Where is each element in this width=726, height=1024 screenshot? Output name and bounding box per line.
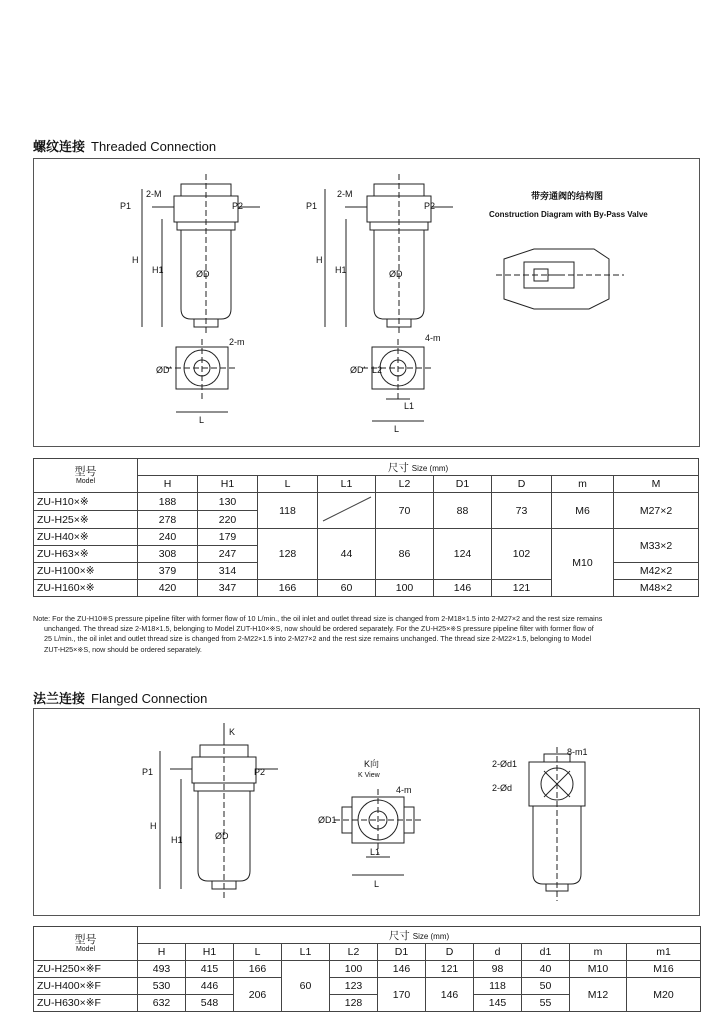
bypass-caption-cn: 带旁通阀的结构图 xyxy=(531,191,604,201)
label-h-f: H xyxy=(150,821,157,831)
label-p1-a: P1 xyxy=(120,201,132,211)
table-cell: 145 xyxy=(474,995,522,1012)
label-l1: L1 xyxy=(404,401,415,411)
column-header: D xyxy=(492,476,552,493)
table-header-row xyxy=(34,459,699,476)
table-cell: 493 xyxy=(138,961,186,978)
column-header: d xyxy=(474,944,522,961)
label-4m-f: 4-m xyxy=(396,785,412,795)
label-od-a: ØD xyxy=(196,269,210,279)
bypass-caption-en: Construction Diagram with By-Pass Valve xyxy=(489,210,648,219)
table-cell: M6 xyxy=(552,493,614,529)
table-cell: 179 xyxy=(198,529,258,546)
label-h1-a: H1 xyxy=(152,265,164,275)
label-p1-f: P1 xyxy=(142,767,154,777)
label-od-b: ØD xyxy=(389,269,403,279)
table-cell: 128 xyxy=(330,995,378,1012)
table-cell: 86 xyxy=(376,529,434,580)
label-p2-f: P2 xyxy=(254,767,266,777)
column-header: m xyxy=(570,944,627,961)
table-cell: 100 xyxy=(376,580,434,597)
table-cell: M48×2 xyxy=(614,580,699,597)
label-h1-b: H1 xyxy=(335,265,347,275)
size-header: 尺寸 Size (mm) xyxy=(138,459,699,476)
note-line: ZUT-H25×※S, now should be ordered separately. xyxy=(44,644,202,654)
table-cell: 60 xyxy=(282,961,330,1012)
flanged-section-title xyxy=(33,688,207,707)
table-cell: 146 xyxy=(426,978,474,1012)
label-kview-cn: K向 xyxy=(364,759,380,769)
column-header: L1 xyxy=(318,476,376,493)
label-l-a: L xyxy=(199,415,205,425)
table-cell: 55 xyxy=(522,995,570,1012)
table-cell: 88 xyxy=(434,493,492,529)
table-row xyxy=(34,978,701,995)
table-cell: 166 xyxy=(234,961,282,978)
table-cell: M12 xyxy=(570,978,627,1012)
label-4m: 4-m xyxy=(425,333,441,343)
column-header: d1 xyxy=(522,944,570,961)
table-cell: 121 xyxy=(426,961,474,978)
table-cell: 118 xyxy=(474,978,522,995)
table-cell: 206 xyxy=(234,978,282,1012)
table-cell: 220 xyxy=(198,511,258,529)
label-l1-f: L1 xyxy=(370,847,381,857)
label-2m: 2-m xyxy=(229,337,245,347)
threaded-top-view-2 xyxy=(362,339,434,421)
flanged-k-view xyxy=(334,789,422,875)
table-cell: 170 xyxy=(378,978,426,1012)
bypass-valve-diagram xyxy=(496,249,624,309)
table-cell: 40 xyxy=(522,961,570,978)
column-header: M xyxy=(614,476,699,493)
column-header: D xyxy=(426,944,474,961)
table-cell: 188 xyxy=(138,493,198,511)
column-header: D1 xyxy=(434,476,492,493)
threaded-spec-table xyxy=(33,458,699,597)
flanged-drawing-frame xyxy=(33,708,700,916)
flanged-drawing xyxy=(34,709,699,915)
table-cell: M20 xyxy=(627,978,701,1012)
table-cell: ZU-H400×※F xyxy=(34,978,138,995)
label-8m1: 8-m1 xyxy=(567,747,588,757)
table-cell: 530 xyxy=(138,978,186,995)
table-cell: 146 xyxy=(378,961,426,978)
table-cell: 60 xyxy=(318,580,376,597)
threaded-section-title xyxy=(33,136,216,155)
table-cell: M33×2 xyxy=(614,529,699,563)
table-cell: M16 xyxy=(627,961,701,978)
table-cell: ZU-H250×※F xyxy=(34,961,138,978)
label-kview-en: K View xyxy=(358,772,380,779)
table-cell: ZU-H25×※ xyxy=(34,511,138,529)
column-header: m xyxy=(552,476,614,493)
label-k: K xyxy=(229,727,236,737)
threaded-top-view-1 xyxy=(166,339,238,412)
model-header: 型号 Model xyxy=(34,927,138,961)
size-header: 尺寸 Size (mm) xyxy=(138,927,701,944)
table-cell: 124 xyxy=(434,529,492,580)
label-od-f: ØD xyxy=(215,831,229,841)
threaded-drawing-frame xyxy=(33,158,700,447)
label-od1-f: ØD1 xyxy=(318,815,337,825)
table-cell: 314 xyxy=(198,563,258,580)
label-2d1: 2-Ød1 xyxy=(492,759,518,769)
table-cell: 121 xyxy=(492,580,552,597)
table-cell: ZU-H63×※ xyxy=(34,546,138,563)
flanged-title-cn: 法兰连接 xyxy=(33,691,86,706)
table-cell: 166 xyxy=(258,580,318,597)
table-cell: 632 xyxy=(138,995,186,1012)
label-od1-a: ØD' xyxy=(156,365,172,375)
table-cell: M27×2 xyxy=(614,493,699,529)
label-od1-b: ØD' xyxy=(350,365,366,375)
column-header: L2 xyxy=(330,944,378,961)
note-line: unchanged. The thread size 2-M18×1.5, belonging to Model ZUT-H10×※S, now should be ordered separately. For the ZU-H25×※S pressure pipeline filter with former flow of xyxy=(44,624,594,634)
flanged-spec-table xyxy=(33,926,701,1012)
table-cell: 446 xyxy=(186,978,234,995)
table-cell: 415 xyxy=(186,961,234,978)
table-cell: 70 xyxy=(376,493,434,529)
table-cell: 347 xyxy=(198,580,258,597)
label-p2-b: P2 xyxy=(424,201,436,211)
table-cell: 308 xyxy=(138,546,198,563)
table-cell: 100 xyxy=(330,961,378,978)
table-cell: 128 xyxy=(258,529,318,580)
column-header: H xyxy=(138,944,186,961)
table-header-row xyxy=(34,927,701,944)
model-header: 型号 Model xyxy=(34,459,138,493)
flanged-title-en: Flanged Connection xyxy=(91,691,208,706)
flanged-side-view xyxy=(529,747,585,901)
table-cell: ZU-H10×※ xyxy=(34,493,138,511)
column-header: H1 xyxy=(198,476,258,493)
l1-empty-cell xyxy=(318,493,376,529)
table-cell: 50 xyxy=(522,978,570,995)
table-cell: ZU-H100×※ xyxy=(34,563,138,580)
label-h1-f: H1 xyxy=(171,835,183,845)
column-header: L2 xyxy=(376,476,434,493)
table-row xyxy=(34,961,701,978)
label-h-b: H xyxy=(316,255,323,265)
table-row xyxy=(34,493,699,511)
table-cell: 247 xyxy=(198,546,258,563)
label-port-a: 2-M xyxy=(146,189,162,199)
table-cell: ZU-H160×※ xyxy=(34,580,138,597)
label-2d: 2-Ød xyxy=(492,783,513,793)
note-line: 25 L/min., the oil inlet and outlet thread size is changed from 2-M22×1.5 into 2-M27×2 and the rest size remains unchanged. The thread size 2-M22×1.5, belonging to Model xyxy=(44,634,592,644)
column-header: L xyxy=(258,476,318,493)
table-cell: M42×2 xyxy=(614,563,699,580)
column-header: H xyxy=(138,476,198,493)
label-h-a: H xyxy=(132,255,139,265)
table-row xyxy=(34,529,699,546)
label-p2-a: P2 xyxy=(232,201,244,211)
threaded-title-cn: 螺纹连接 xyxy=(33,139,86,154)
flanged-filter-front-view xyxy=(160,723,278,899)
table-cell: 240 xyxy=(138,529,198,546)
table-cell: 146 xyxy=(434,580,492,597)
label-p1-b: P1 xyxy=(306,201,318,211)
column-header: H1 xyxy=(186,944,234,961)
table-cell: 548 xyxy=(186,995,234,1012)
column-header: L1 xyxy=(282,944,330,961)
table-cell: 130 xyxy=(198,493,258,511)
label-l2: L2 xyxy=(372,365,383,375)
table-cell: ZU-H40×※ xyxy=(34,529,138,546)
column-header: D1 xyxy=(378,944,426,961)
label-port-b: 2-M xyxy=(337,189,353,199)
table-cell: M10 xyxy=(552,529,614,597)
threaded-title-en: Threaded Connection xyxy=(91,139,217,154)
table-cell: 44 xyxy=(318,529,376,580)
table-cell: 123 xyxy=(330,978,378,995)
table-cell: M10 xyxy=(570,961,627,978)
label-l-b: L xyxy=(394,424,400,434)
column-header: m1 xyxy=(627,944,701,961)
column-header: L xyxy=(234,944,282,961)
table-cell: 118 xyxy=(258,493,318,529)
table-cell: 420 xyxy=(138,580,198,597)
table-cell: 73 xyxy=(492,493,552,529)
table-cell: 379 xyxy=(138,563,198,580)
table-cell: 98 xyxy=(474,961,522,978)
table-cell: 278 xyxy=(138,511,198,529)
table-cell: ZU-H630×※F xyxy=(34,995,138,1012)
threaded-drawing xyxy=(34,159,699,446)
table-cell: 102 xyxy=(492,529,552,580)
threaded-notes xyxy=(33,614,698,655)
note-line: Note: For the ZU-H10※S pressure pipeline filter with former flow of 10 L/min., the oil inlet and outlet thread size is changed from 2-M18×1.5 into 2-M27×2 and the rest size remains xyxy=(33,614,603,623)
label-l-f: L xyxy=(374,879,380,889)
